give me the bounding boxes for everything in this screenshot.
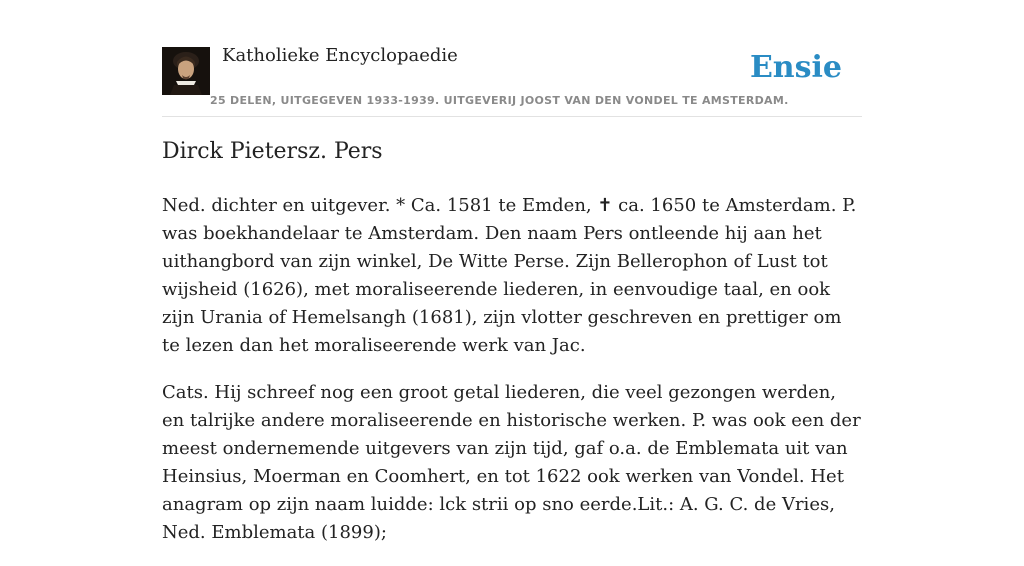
portrait-avatar-icon[interactable]: [162, 47, 210, 95]
source-subtitle: 25 DELEN, UITGEGEVEN 1933-1939. UITGEVERIJ JOOST VAN DEN VONDEL TE AMSTERDAM.: [210, 94, 789, 107]
brand-logo-link[interactable]: Ensie: [749, 50, 842, 85]
article-paragraph: Ned. dichter en uitgever. * Ca. 1581 te Emden, ✝ ca. 1650 te Amsterdam. P. was boekhandelaar te Amsterdam. Den naam Pers ontleende hij aan het uithangbord van zijn winkel, De Witte Perse. Zijn Bellerophon of Lust tot wijsheid (1626), met moraliseerende liederen, in eenvoudige taal, en ook zijn Urania of Hemelsangh (1681), zijn vlotter geschreven en prettiger om te lezen dan het moraliseerende werk van Jac.: [162, 195, 857, 356]
site-header: [162, 40, 862, 117]
article-body: [162, 192, 862, 566]
portrait-image: [162, 47, 210, 95]
article-paragraph: Cats. Hij schreef nog een groot getal liederen, die veel gezongen werden, en talrijke andere moraliseerende en historische werken. P. was ook een der meest ondernemende uitgevers van zijn tijd, gaf o.a. de Emblemata uit van Heinsius, Moerman en Coomhert, en tot 1622 ook werken van Vondel. Het anagram op zijn naam luidde: lck strii op sno eerde.Lit.: A. G. C. de Vries, Ned. Emblemata (1899);: [162, 382, 861, 543]
source-title[interactable]: Katholieke Encyclopaedie: [222, 45, 458, 66]
article-title: Dirck Pietersz. Pers: [162, 139, 383, 164]
